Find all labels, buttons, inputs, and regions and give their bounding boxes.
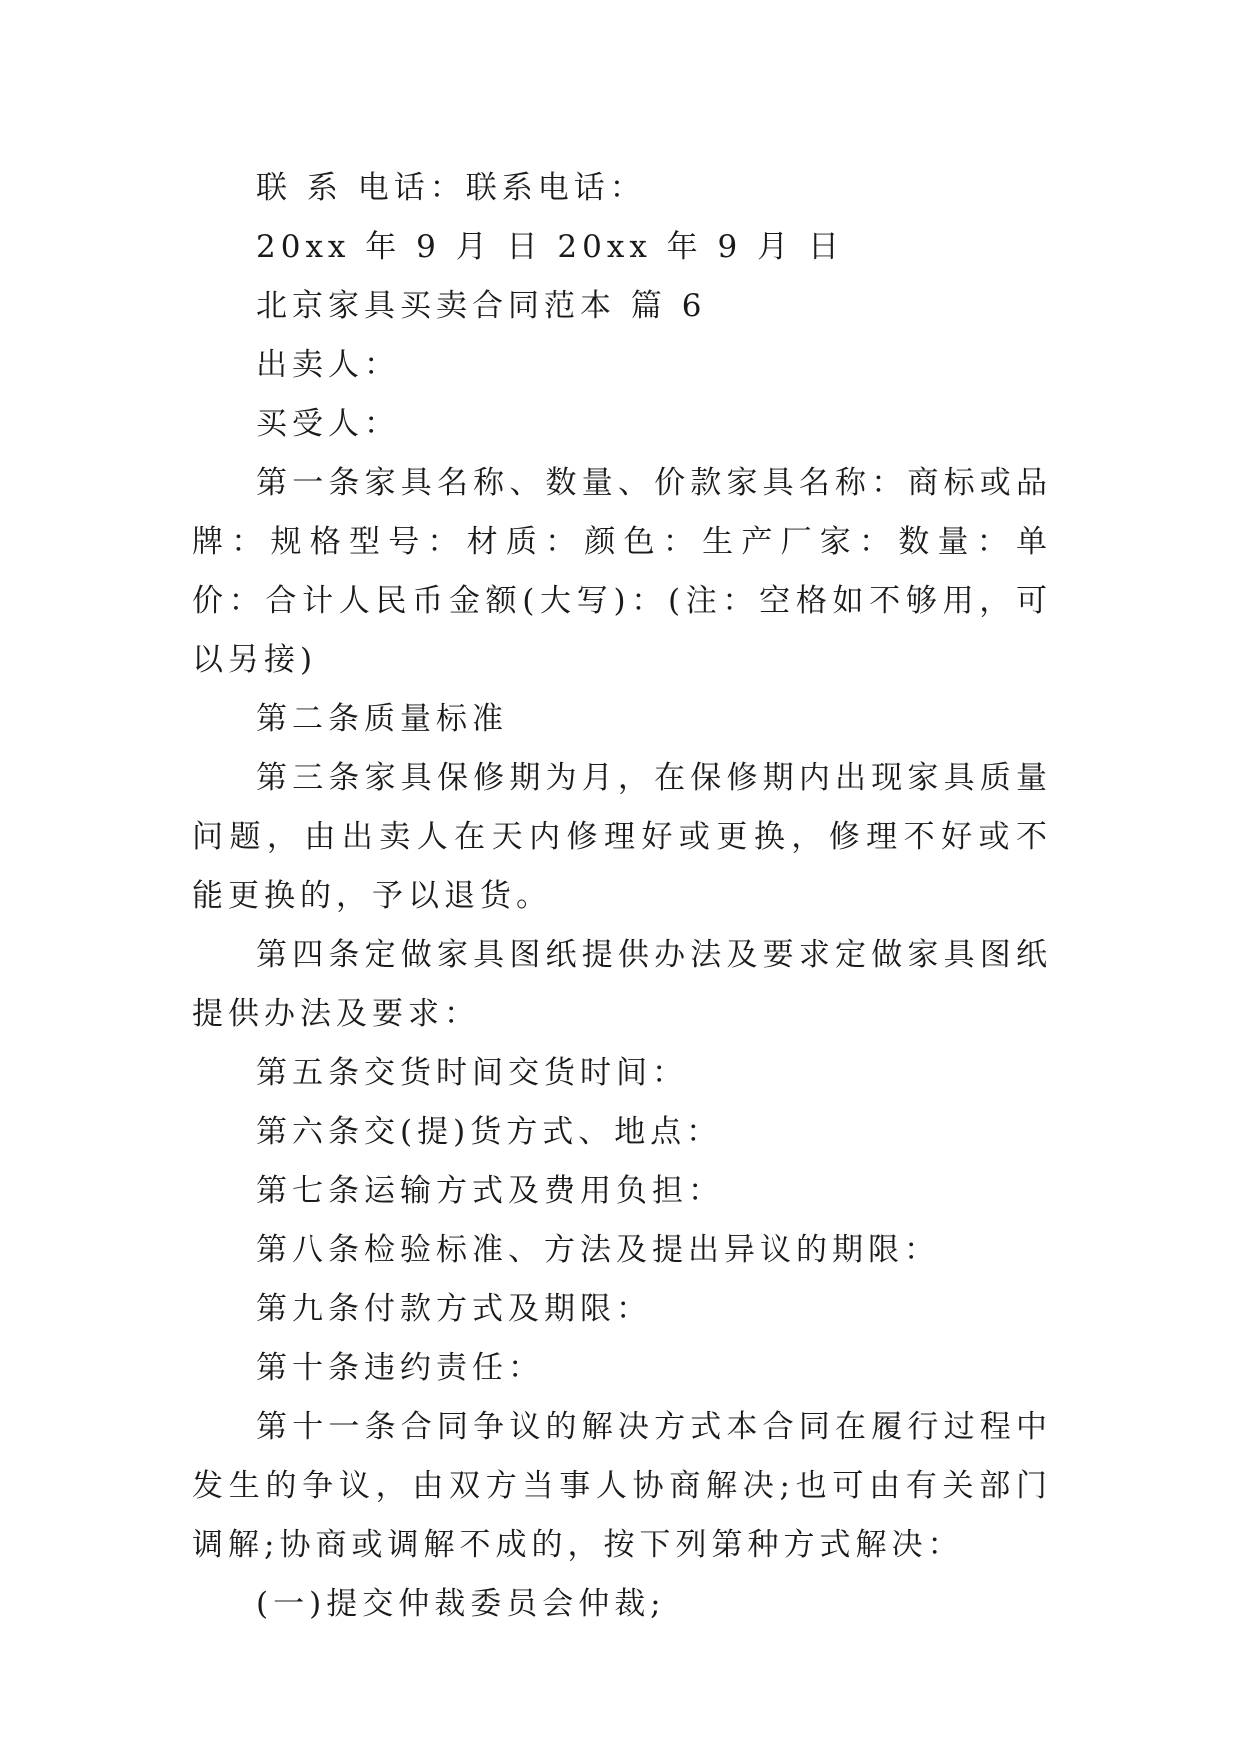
article-4: 第四条定做家具图纸提供办法及要求定做家具图纸提供办法及要求： bbox=[192, 937, 1052, 1032]
arbitration-option: (一)提交仲裁委员会仲裁; bbox=[256, 1586, 666, 1622]
article-10: 第十条违约责任： bbox=[256, 1350, 544, 1386]
article-5: 第五条交货时间交货时间： bbox=[256, 1055, 688, 1091]
article-8: 第八条检验标准、方法及提出异议的期限： bbox=[256, 1232, 940, 1268]
article-7: 第七条运输方式及费用负担： bbox=[256, 1173, 724, 1209]
article-1: 第一条家具名称、数量、价款家具名称：商标或品牌：规格型号：材质：颜色：生产厂家：数量：单价：合计人民币金额(大写)：(注：空格如不够用，可以另接) bbox=[192, 465, 1052, 678]
seller-line: 出卖人： bbox=[256, 347, 400, 383]
article-11: 第十一条合同争议的解决方式本合同在履行过程中发生的争议，由双方当事人协商解决;也可由有关部门调解;协商或调解不成的，按下列第种方式解决： bbox=[192, 1409, 1052, 1563]
document-body bbox=[192, 159, 1052, 1634]
buyer-line: 买受人： bbox=[256, 406, 400, 442]
section-title: 北京家具买卖合同范本 篇 6 bbox=[256, 288, 707, 324]
date-line: 20xx 年 9 月 日 20xx 年 9 月 日 bbox=[256, 229, 844, 265]
article-6: 第六条交(提)货方式、地点： bbox=[256, 1114, 723, 1150]
contact-phone-line: 联 系 电话：联系电话： bbox=[256, 170, 646, 206]
article-9: 第九条付款方式及期限： bbox=[256, 1291, 652, 1327]
article-2: 第二条质量标准 bbox=[256, 701, 508, 737]
article-3: 第三条家具保修期为月，在保修期内出现家具质量问题，由出卖人在天内修理好或更换，修理不好或不能更换的，予以退货。 bbox=[192, 760, 1052, 914]
